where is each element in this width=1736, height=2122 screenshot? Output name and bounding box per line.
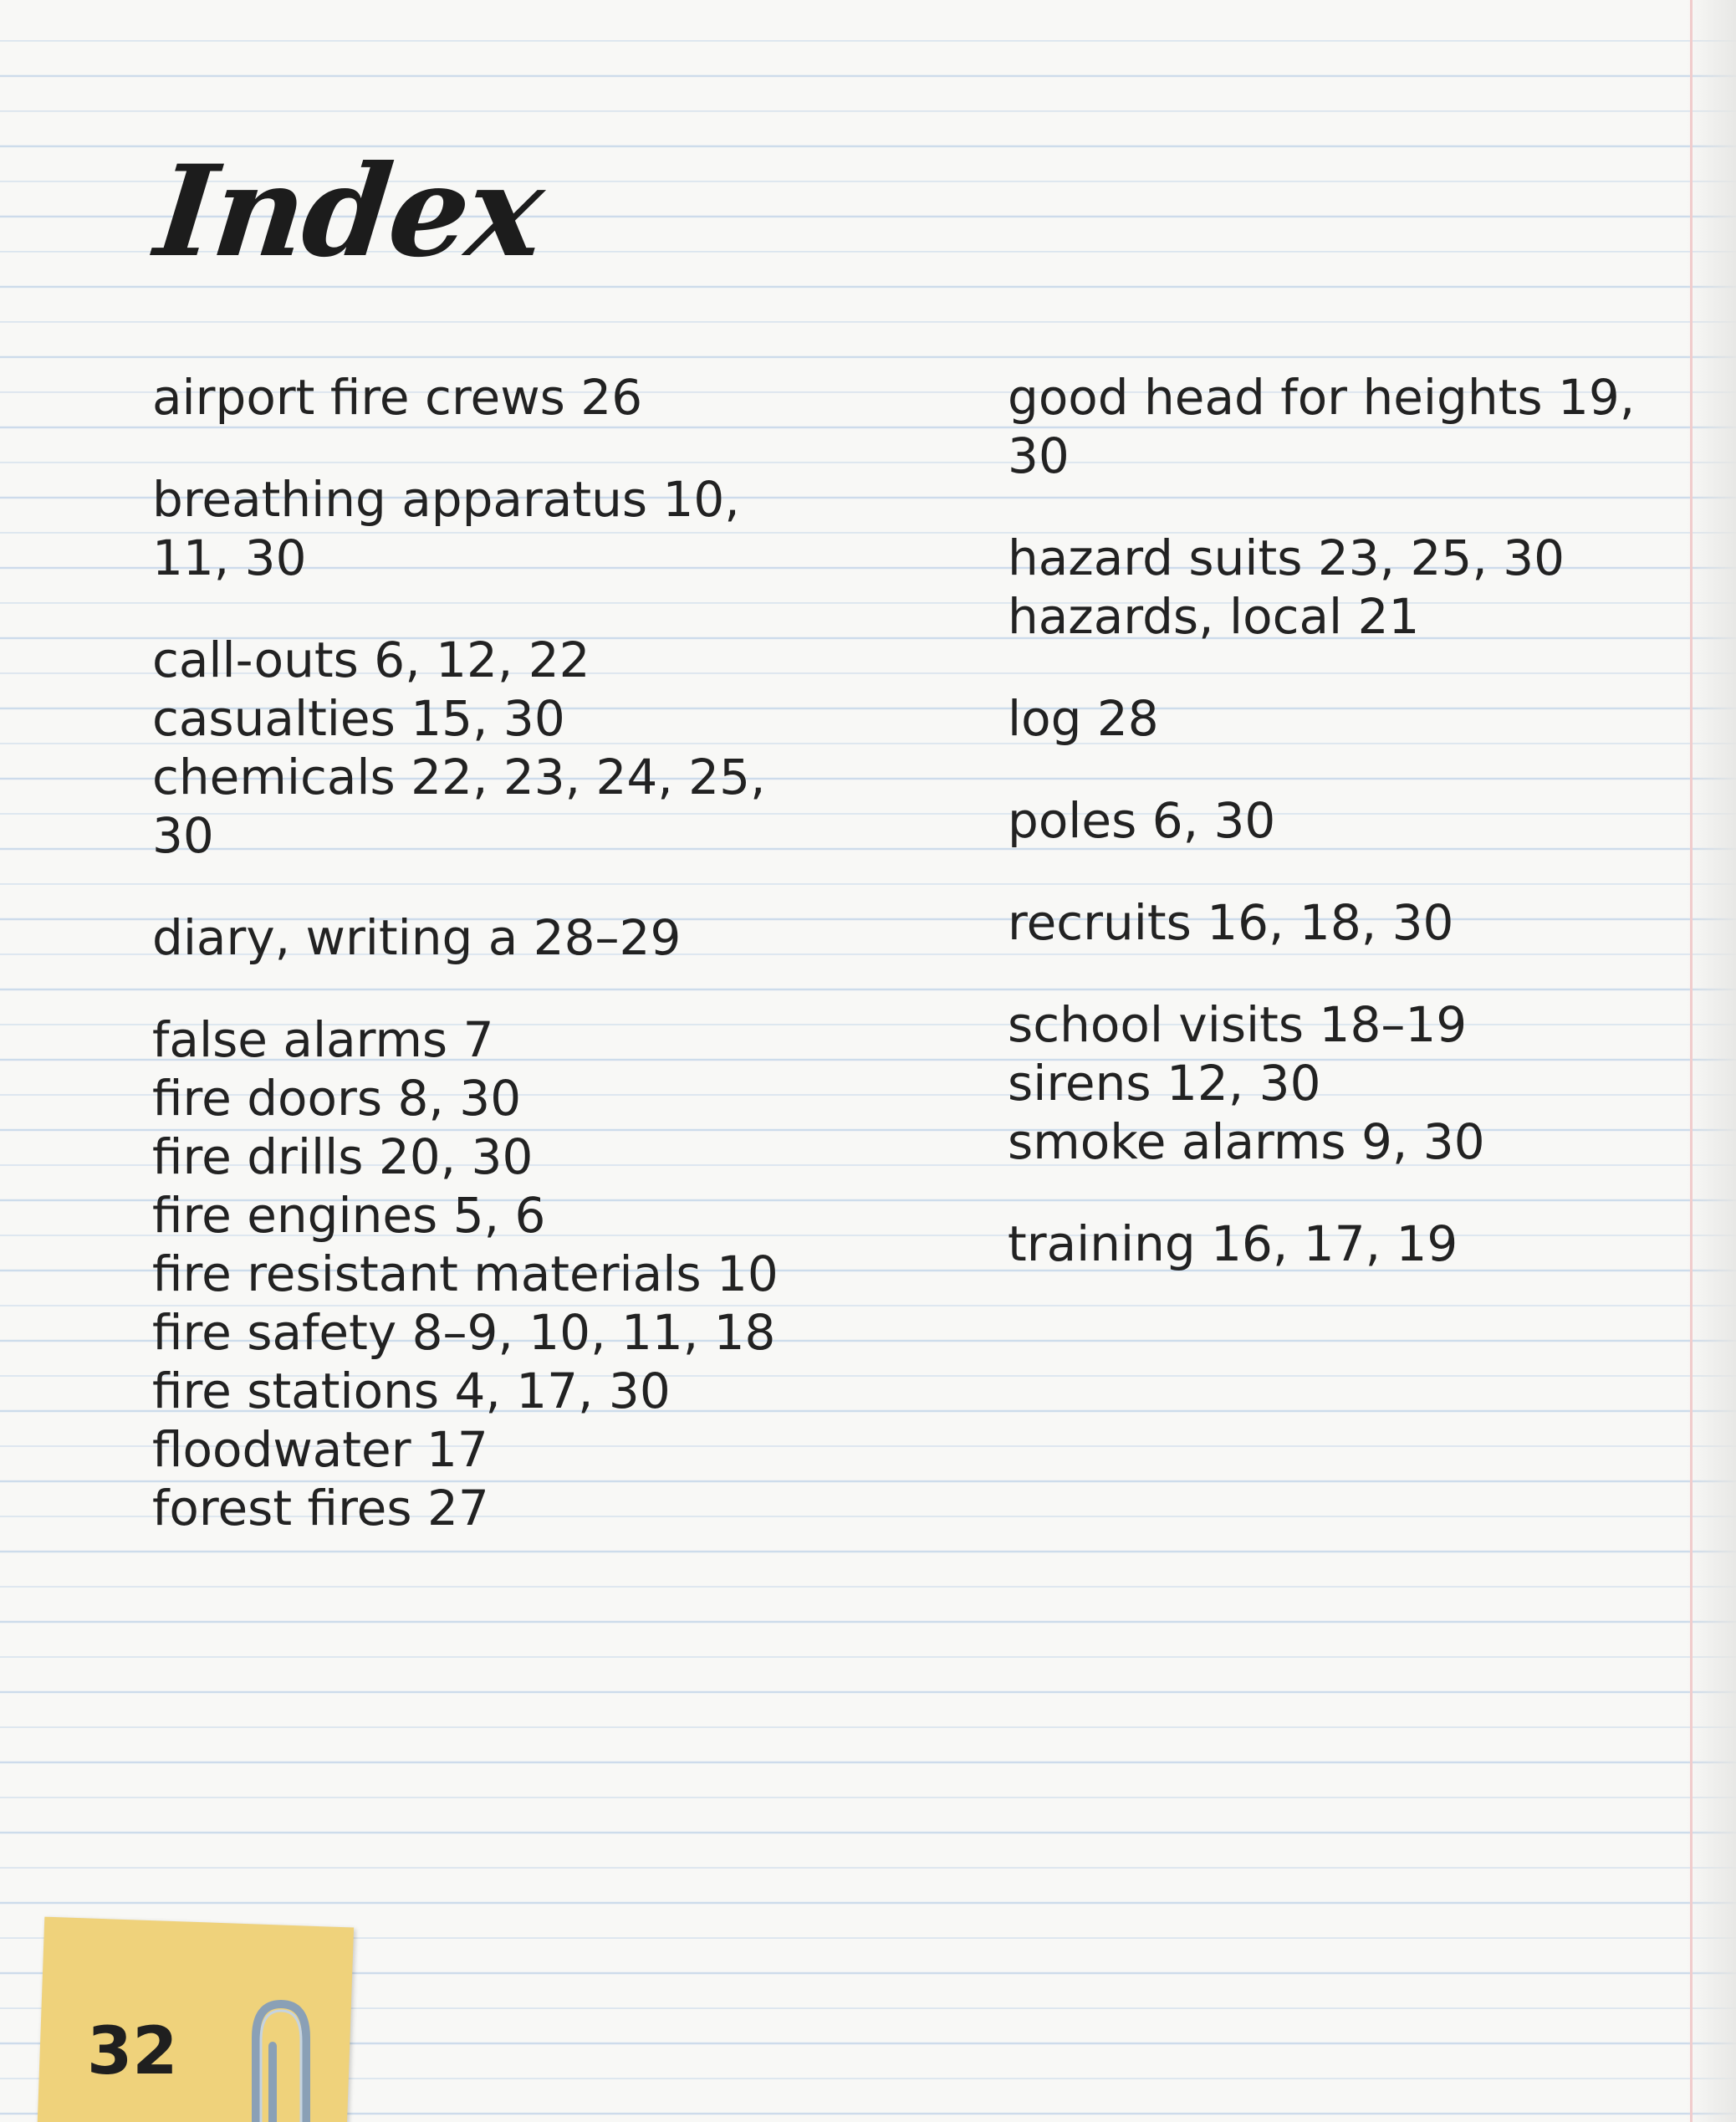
index-entry: 11, 30 — [152, 529, 307, 586]
index-entry: casualties 15, 30 — [152, 690, 565, 747]
page-title: Index — [149, 138, 549, 285]
index-entry: poles 6, 30 — [1008, 792, 1276, 849]
index-entry: school visits 18–19 — [1008, 996, 1468, 1053]
index-entry: airport fire crews 26 — [152, 369, 643, 426]
index-entry: hazard suits 23, 25, 30 — [1008, 529, 1565, 586]
index-column-left — [152, 368, 838, 1537]
index-entry: training 16, 17, 19 — [1008, 1215, 1458, 1272]
page-number: 32 — [87, 2014, 178, 2089]
index-entry: fire doors 8, 30 — [152, 1070, 522, 1127]
paperclip-icon — [231, 1987, 331, 2122]
index-entry: 30 — [1008, 427, 1070, 484]
index-entry: false alarms 7 — [152, 1011, 494, 1068]
index-entry: fire resistant materials 10 — [152, 1245, 779, 1302]
index-entry: fire safety 8–9, 10, 11, 18 — [152, 1304, 776, 1361]
index-entry: floodwater 17 — [152, 1421, 488, 1478]
index-entry: breathing apparatus 10, — [152, 471, 740, 528]
index-entry: fire drills 20, 30 — [152, 1128, 534, 1185]
index-entry: 30 — [152, 807, 214, 864]
index-entry: hazards, local 21 — [1008, 588, 1420, 645]
index-entry: log 28 — [1008, 690, 1159, 747]
index-entry: chemicals 22, 23, 24, 25, — [152, 749, 766, 805]
index-entry: fire engines 5, 6 — [152, 1187, 546, 1244]
index-entry: good head for heights 19, — [1008, 369, 1636, 426]
index-entry: diary, writing a 28–29 — [152, 909, 682, 966]
index-entry: sirens 12, 30 — [1008, 1055, 1321, 1112]
index-entry: smoke alarms 9, 30 — [1008, 1113, 1485, 1170]
index-entry: forest fires 27 — [152, 1480, 489, 1537]
index-column-right — [1008, 368, 1702, 1273]
index-entry: fire stations 4, 17, 30 — [152, 1363, 671, 1419]
index-entry: recruits 16, 18, 30 — [1008, 894, 1454, 951]
index-entry: call-outs 6, 12, 22 — [152, 631, 590, 688]
